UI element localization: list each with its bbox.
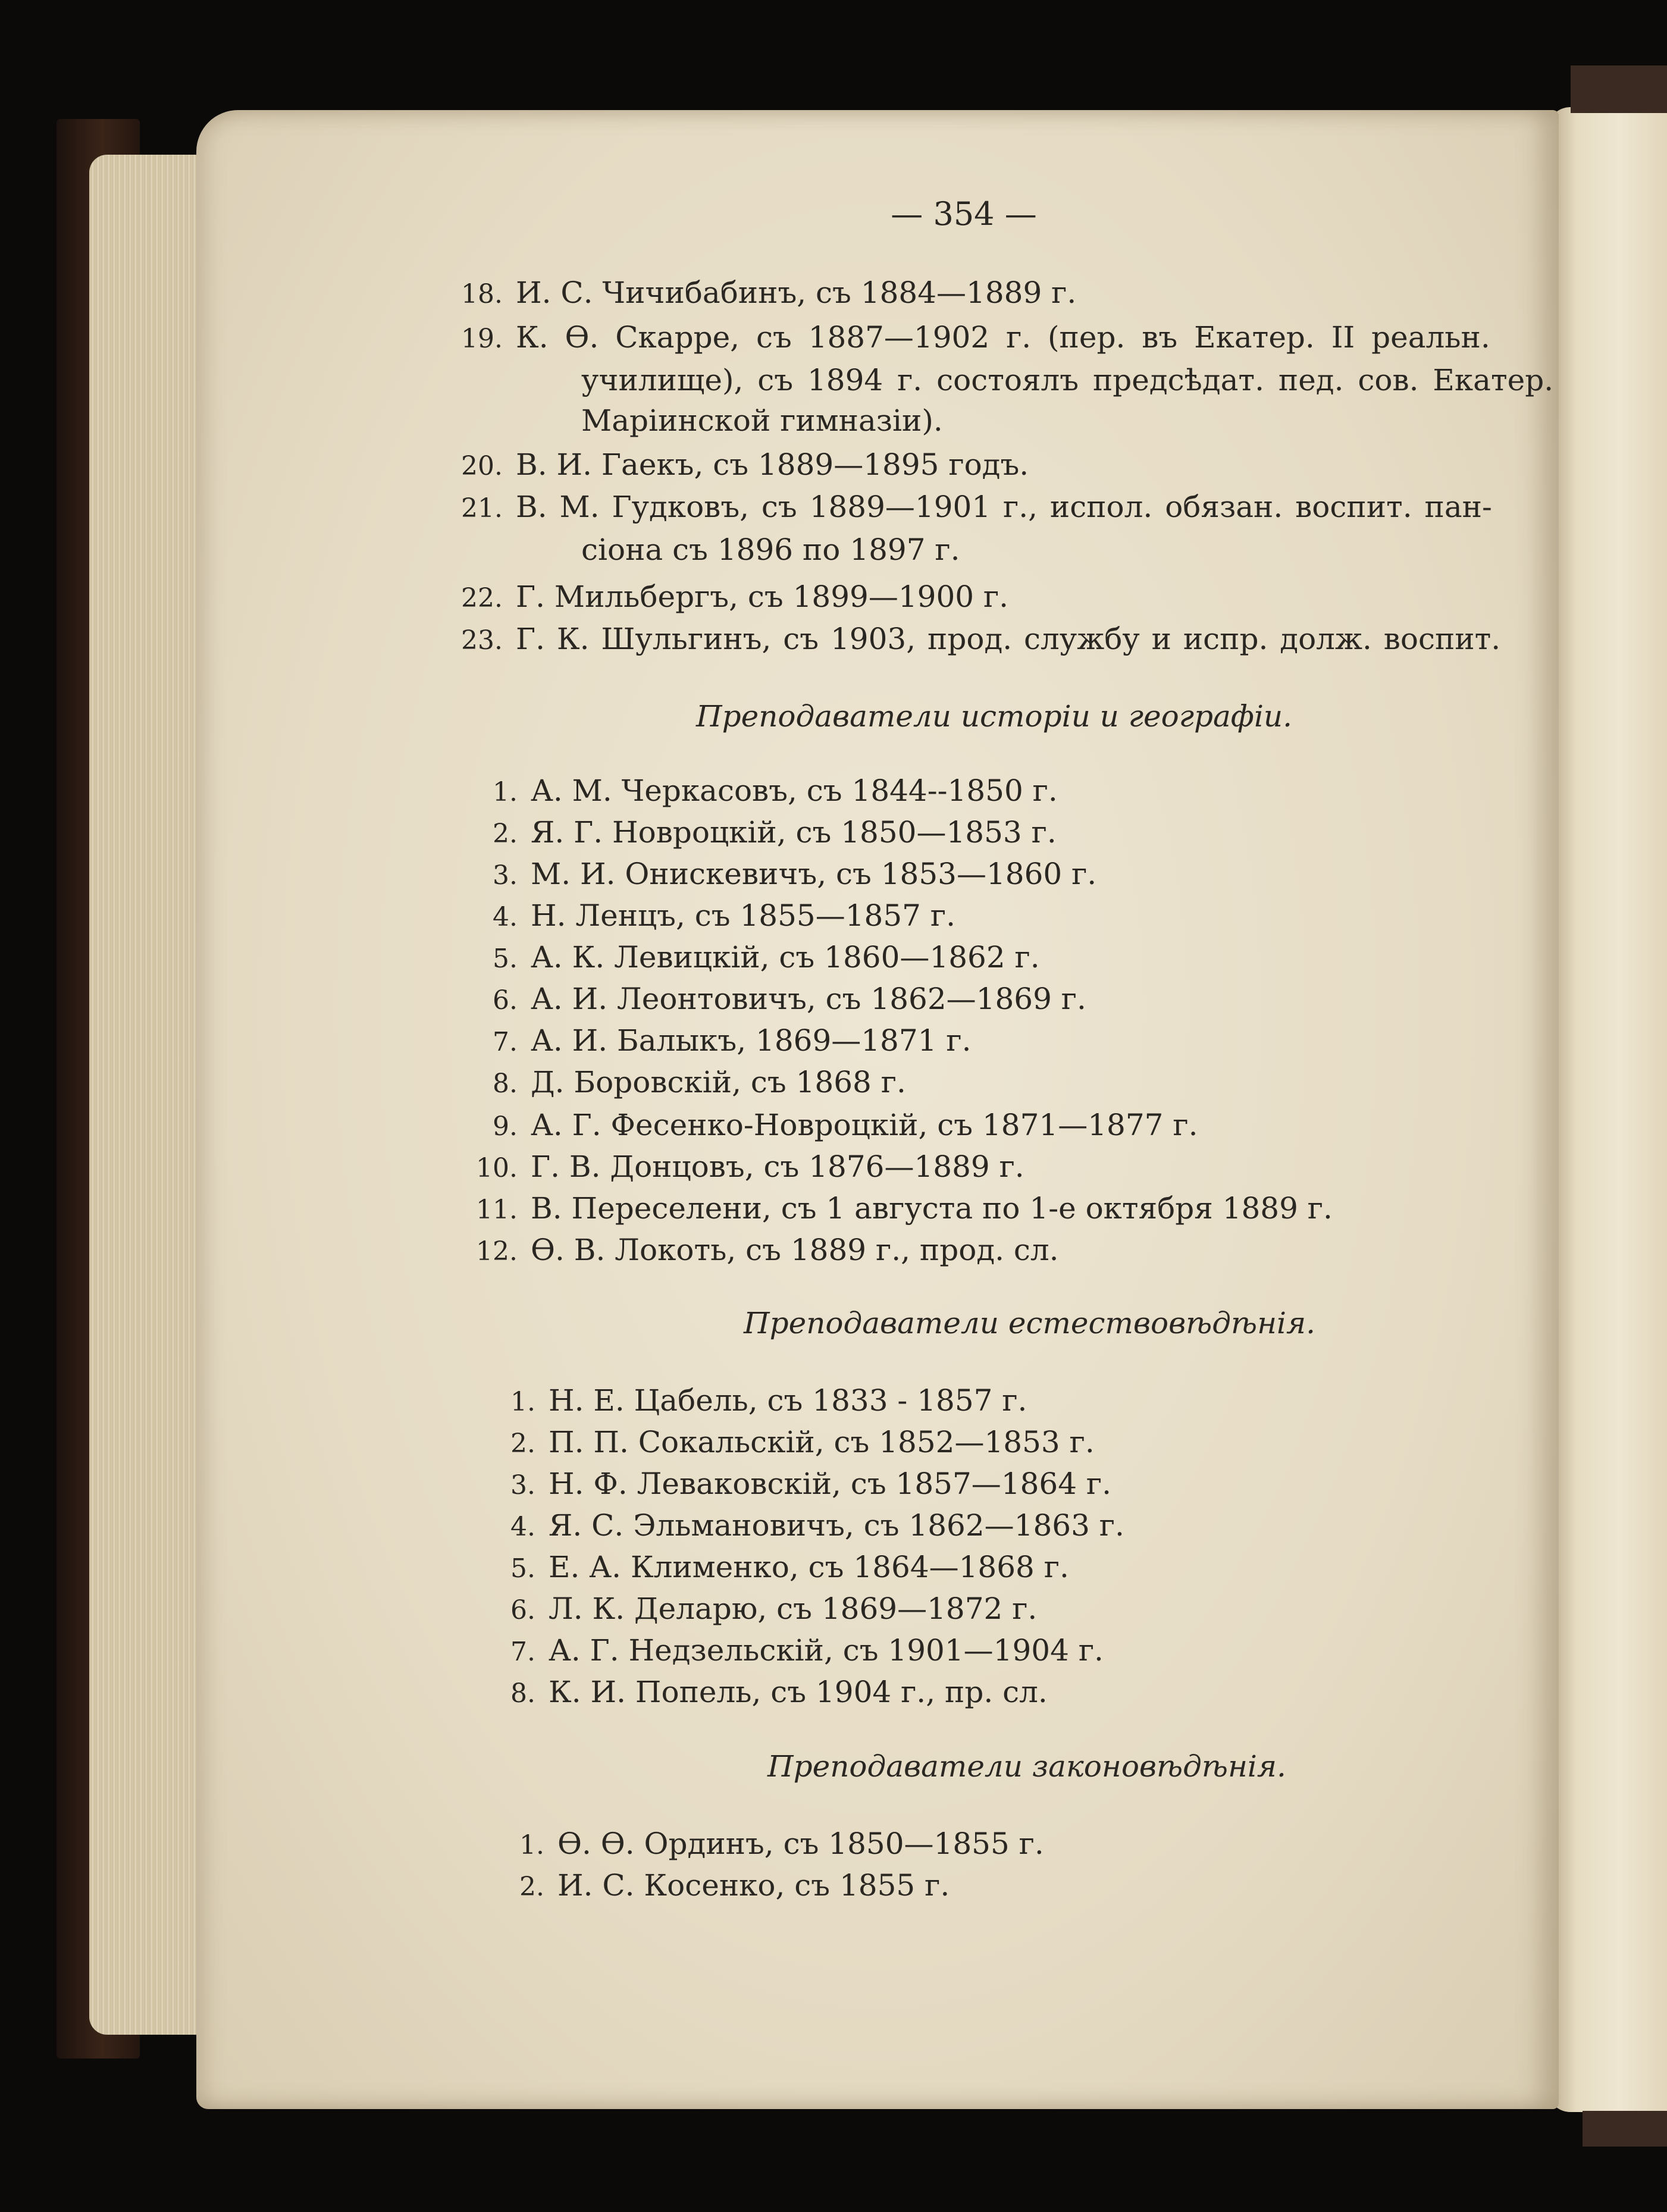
item-number: 19.	[461, 324, 503, 354]
item-number: 7.	[510, 1637, 535, 1667]
section-heading-nature: Преподаватели естествовѣдѣнія.	[744, 1306, 1316, 1340]
item-number: 2.	[510, 1428, 535, 1459]
item-number: 4.	[510, 1512, 535, 1542]
item-text: Н. Ленцъ, съ 1855—1857 г.	[531, 898, 955, 933]
item-text: Е. А. Клименко, съ 1864—1868 г.	[549, 1550, 1069, 1584]
item-text: В. М. Гудковъ, съ 1889—1901 г., испол. обязан. воспит. пан-	[516, 490, 1492, 524]
list-item	[452, 940, 1040, 975]
list-item	[452, 857, 1096, 891]
list-item	[437, 275, 1076, 310]
item-number: 2.	[493, 819, 518, 849]
item-text: Г. К. Шульгинъ, съ 1903, прод. службу и испр. долж. воспит.	[516, 622, 1501, 656]
item-number: 1.	[519, 1830, 544, 1860]
item-number: 6.	[493, 985, 518, 1016]
item-text: Ѳ. В. Локоть, съ 1889 г., прод. сл.	[531, 1233, 1059, 1267]
list-item	[470, 1675, 1048, 1709]
item-continuation: Маріинской гимназіи).	[581, 403, 943, 438]
item-text: А. И. Балыкъ, 1869—1871 г.	[531, 1023, 972, 1058]
item-text: К. И. Попель, съ 1904 г., пр. сл.	[549, 1675, 1048, 1709]
list-item	[452, 815, 1057, 850]
list-item	[452, 773, 1058, 808]
item-continuation: сіона съ 1896 по 1897 г.	[581, 532, 960, 567]
list-item	[452, 1023, 971, 1058]
list-item	[452, 1108, 1198, 1142]
item-text: В. Переселени, съ 1 августа по 1-е октября 1889 г.	[531, 1191, 1333, 1226]
list-item	[470, 1425, 1095, 1459]
item-number: 5.	[493, 944, 518, 974]
item-text: Я. Г. Новроцкій, съ 1850—1853 г.	[531, 815, 1057, 850]
item-text: Н. Е. Цабель, съ 1833 - 1857 г.	[549, 1383, 1027, 1418]
item-text: Д. Боровскій, съ 1868 г.	[531, 1065, 906, 1099]
book-cover-right	[1571, 65, 1667, 113]
list-item	[452, 982, 1086, 1016]
list-item	[470, 1550, 1069, 1584]
item-number: 23.	[461, 625, 503, 656]
book-cover-right-bottom	[1583, 2111, 1667, 2147]
item-number: 3.	[510, 1470, 535, 1500]
facing-page-edge	[1547, 107, 1667, 2112]
list-item	[479, 1868, 950, 1903]
list-item	[470, 1591, 1037, 1626]
item-number: 6.	[510, 1595, 535, 1625]
item-number: 10.	[476, 1153, 518, 1183]
list-item	[470, 1467, 1111, 1501]
list-item	[470, 1383, 1027, 1418]
item-text: Г. Мильбергъ, съ 1899—1900 г.	[516, 579, 1009, 614]
section-heading-history: Преподаватели исторіи и географіи.	[696, 699, 1293, 734]
item-number: 11.	[476, 1195, 518, 1225]
item-text: А. Г. Фесенко-Новроцкій, съ 1871—1877 г.	[531, 1108, 1198, 1142]
item-number: 1.	[493, 777, 518, 807]
item-text: А. Г. Недзельскій, съ 1901—1904 г.	[549, 1633, 1104, 1668]
item-number: 7.	[493, 1027, 518, 1057]
item-number: 21.	[461, 493, 503, 524]
item-text: К. Ѳ. Скарре, съ 1887—1902 г. (пер. въ Екатер. II реальн.	[516, 320, 1490, 355]
item-number: 8.	[510, 1678, 535, 1709]
item-number: 22.	[461, 583, 503, 613]
item-number: 18.	[461, 279, 503, 309]
item-number: 20.	[461, 451, 503, 481]
item-continuation: училище), съ 1894 г. состоялъ предсѣдат. пед. сов. Екатер.	[581, 363, 1554, 397]
item-number: 4.	[493, 902, 518, 932]
list-item	[437, 320, 1490, 355]
list-item	[479, 1826, 1044, 1861]
item-text: В. И. Гаекъ, съ 1889—1895 годъ.	[516, 447, 1029, 482]
list-item	[452, 1149, 1024, 1184]
list-item	[452, 1065, 906, 1099]
item-number: 2.	[519, 1872, 544, 1902]
section-heading-law: Преподаватели законовѣдѣнія.	[767, 1749, 1286, 1784]
item-number: 12.	[476, 1236, 518, 1267]
list-item	[452, 1191, 1333, 1226]
item-text: Я. С. Эльмановичъ, съ 1862—1863 г.	[549, 1508, 1124, 1543]
list-item	[437, 490, 1492, 524]
list-item	[437, 447, 1029, 482]
list-item	[437, 579, 1008, 614]
item-number: 1.	[510, 1387, 535, 1417]
item-number: 5.	[510, 1553, 535, 1584]
item-number: 8.	[493, 1069, 518, 1099]
item-text: И. С. Косенко, съ 1855 г.	[557, 1868, 950, 1903]
item-text: А. К. Левицкій, съ 1860—1862 г.	[531, 940, 1040, 975]
item-text: П. П. Сокальскій, съ 1852—1853 г.	[549, 1425, 1095, 1459]
item-text: Н. Ф. Леваковскій, съ 1857—1864 г.	[549, 1467, 1111, 1501]
page-number: — 354 —	[891, 195, 1037, 233]
item-text: Г. В. Донцовъ, съ 1876—1889 г.	[531, 1149, 1024, 1184]
list-item	[452, 1233, 1059, 1267]
item-text: М. И. Онискевичъ, съ 1853—1860 г.	[531, 857, 1097, 891]
item-text: Ѳ. Ѳ. Ординъ, съ 1850—1855 г.	[557, 1826, 1044, 1861]
list-item	[470, 1633, 1104, 1668]
item-number: 9.	[493, 1111, 518, 1142]
list-item	[470, 1508, 1124, 1543]
list-item	[437, 622, 1500, 656]
item-text: И. С. Чичибабинъ, съ 1884—1889 г.	[516, 275, 1077, 310]
item-text: А. И. Леонтовичъ, съ 1862—1869 г.	[531, 982, 1086, 1016]
item-text: А. М. Черкасовъ, съ 1844--1850 г.	[531, 773, 1058, 808]
item-text: Л. К. Деларю, съ 1869—1872 г.	[549, 1591, 1038, 1626]
item-number: 3.	[493, 860, 518, 891]
list-item	[452, 898, 955, 933]
